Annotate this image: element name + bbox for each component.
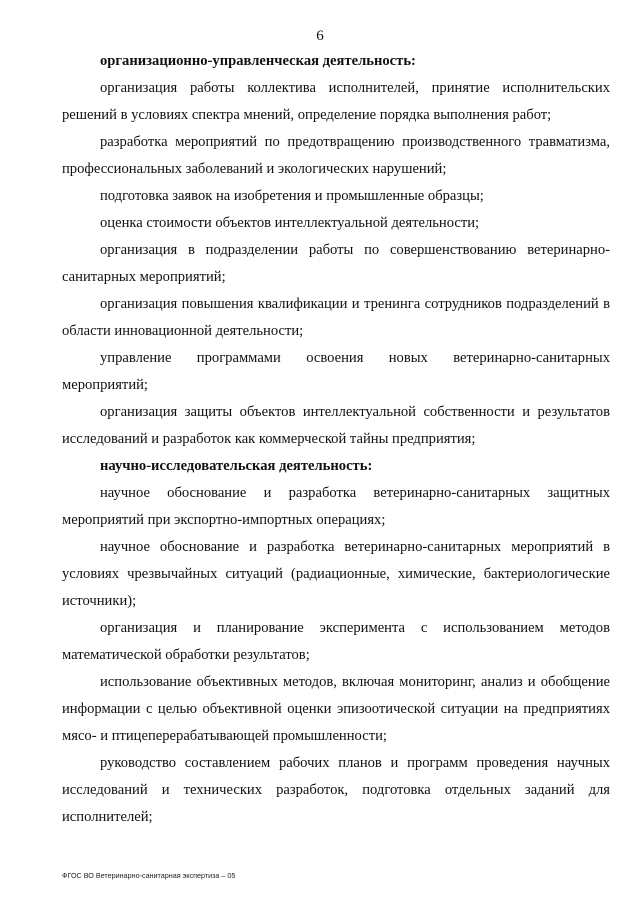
page-number: 6: [316, 28, 324, 44]
section-heading-research: научно-исследовательская деятельность:: [100, 458, 373, 474]
body-text: [62, 48, 610, 831]
paragraph: организация и планирование эксперимента с использованием методов математической обработки результатов;: [62, 620, 610, 663]
section-heading-management: организационно-управленческая деятельность:: [100, 53, 416, 69]
paragraph: научное обоснование и разработка ветеринарно-санитарных защитных мероприятий при экспортно-импортных операциях;: [62, 485, 610, 528]
paragraph: управление программами освоения новых ветеринарно-санитарных мероприятий;: [62, 350, 610, 393]
paragraph: разработка мероприятий по предотвращению производственного травматизма, профессиональных заболеваний и экологических нарушений;: [62, 134, 610, 177]
paragraph: подготовка заявок на изобретения и промышленные образцы;: [100, 188, 484, 204]
footer-text: ФГОС ВО Ветеринарно-санитарная экспертиза – 05: [62, 871, 236, 880]
paragraph: научное обоснование и разработка ветеринарно-санитарных мероприятий в условиях чрезвычайных ситуаций (радиационные, химические, бактериологические источники);: [62, 539, 610, 609]
paragraph: использование объективных методов, включая мониторинг, анализ и обобщение информации с целью объективной оценки эпизоотической ситуации на предприятиях мясо- и птицеперерабатывающей промышленности;: [62, 674, 610, 744]
paragraph: организация повышения квалификации и тренинга сотрудников подразделений в области инновационной деятельности;: [62, 296, 610, 339]
paragraph: руководство составлением рабочих планов и программ проведения научных исследований и технических разработок, подготовка отдельных заданий для исполнителей;: [62, 755, 610, 825]
paragraph: организация работы коллектива исполнителей, принятие исполнительских решений в условиях спектра мнений, определение порядка выполнения работ;: [62, 80, 610, 123]
paragraph: организация защиты объектов интеллектуальной собственности и результатов исследований и разработок как коммерческой тайны предприятия;: [62, 404, 610, 447]
paragraph: оценка стоимости объектов интеллектуальной деятельности;: [100, 215, 480, 231]
paragraph: организация в подразделении работы по совершенствованию ветеринарно-санитарных мероприятий;: [62, 242, 610, 285]
